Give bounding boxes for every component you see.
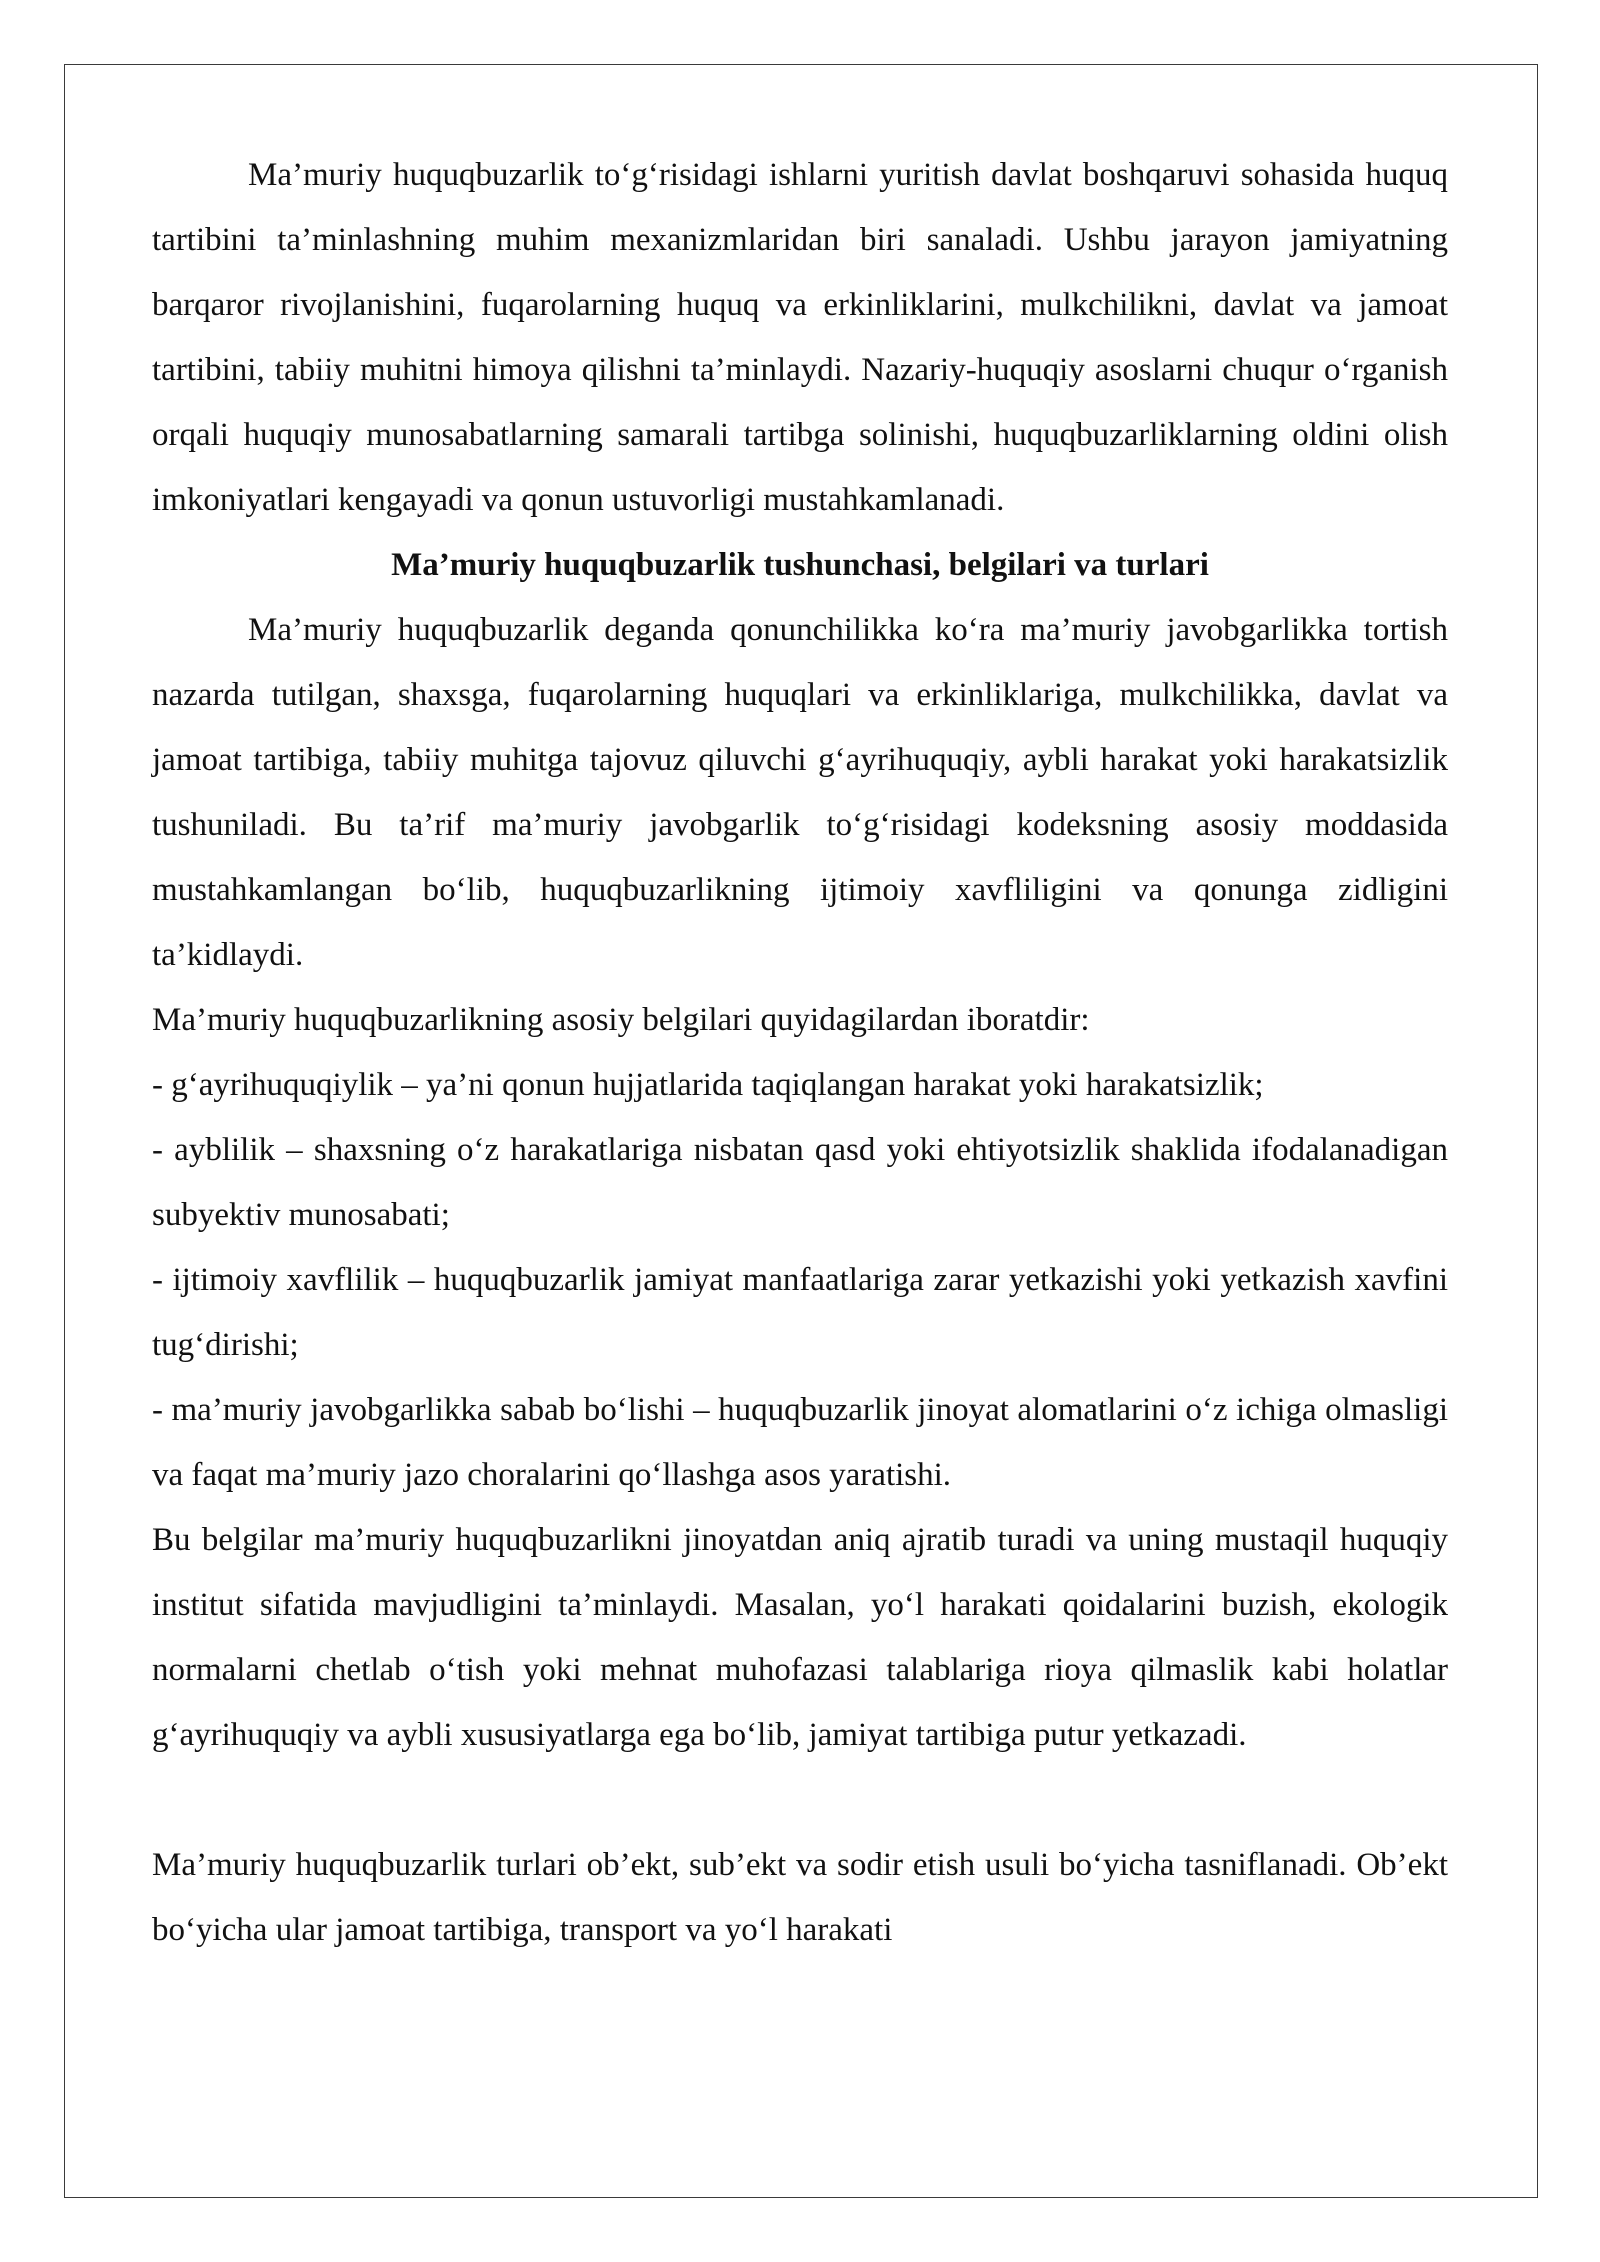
- feature-item-4: - ma’muriy javobgarlikka sabab bo‘lishi – huquqbuzarlik jinoyat alomatlarini o‘z ichiga olmasligi va faqat ma’muriy jazo choralarini qo‘llashga asos yaratishi.: [152, 1392, 1448, 1493]
- feature-item-1: - g‘ayrihuquqiylik – ya’ni qonun hujjatlarida taqiqlangan harakat yoki harakatsizlik;: [152, 1067, 1264, 1103]
- intro-paragraph: Ma’muriy huquqbuzarlik to‘g‘risidagi ishlarni yuritish davlat boshqaruvi sohasida huquq tartibini ta’minlashning muhim mexanizmlaridan biri sanaladi. Ushbu jarayon jamiyatning barqaror rivojlanishini, fuqarolarning huquq va erkinliklarini, mulkchilikni, davlat va jamoat tartibini, tabiiy muhitni himoya qilishni ta’minlaydi. Nazariy-huquqiy asoslarni chuqur o‘rganish orqali huquqiy munosabatlarning samarali tartibga solinishi, huquqbuzarliklarning oldini olish imkoniyatlari kengayadi va qonun ustuvorligi mustahkamlanadi.: [152, 157, 1448, 518]
- feature-item-2: - ayblilik – shaxsning o‘z harakatlariga nisbatan qasd yoki ehtiyotsizlik shaklida ifodalanadigan subyektiv munosabati;: [152, 1132, 1448, 1233]
- document-body: [152, 143, 1448, 1963]
- features-intro: Ma’muriy huquqbuzarlikning asosiy belgilari quyidagilardan iboratdir:: [152, 1002, 1090, 1038]
- types-paragraph: Ma’muriy huquqbuzarlik turlari ob’ekt, sub’ekt va sodir etish usuli bo‘yicha tasniflanadi. Ob’ekt bo‘yicha ular jamoat tartibiga, transport va yo‘l harakati: [152, 1847, 1448, 1948]
- definition-paragraph: Ma’muriy huquqbuzarlik deganda qonunchilikka ko‘ra ma’muriy javobgarlikka tortish nazarda tutilgan, shaxsga, fuqarolarning huquqlari va erkinliklariga, mulkchilikka, davlat va jamoat tartibiga, tabiiy muhitga tajovuz qiluvchi g‘ayrihuquqiy, aybli harakat yoki harakatsizlik tushuniladi. Bu ta’rif ma’muriy javobgarlik to‘g‘risidagi kodeksning asosiy moddasida mustahkamlangan bo‘lib, huquqbuzarlikning ijtimoiy xavfliligini va qonunga zidligini ta’kidlaydi.: [152, 612, 1448, 973]
- paragraph-spacer: [152, 1768, 1448, 1833]
- section-heading: Ma’muriy huquqbuzarlik tushunchasi, belgilari va turlari: [391, 547, 1209, 583]
- features-conclusion: Bu belgilar ma’muriy huquqbuzarlikni jinoyatdan aniq ajratib turadi va uning mustaqil huquqiy institut sifatida mavjudligini ta’minlaydi. Masalan, yo‘l harakati qoidalarini buzish, ekologik normalarni chetlab o‘tish yoki mehnat muhofazasi talablariga rioya qilmaslik kabi holatlar g‘ayrihuquqiy va aybli xususiyatlarga ega bo‘lib, jamiyat tartibiga putur yetkazadi.: [152, 1522, 1448, 1753]
- feature-item-3: - ijtimoiy xavflilik – huquqbuzarlik jamiyat manfaatlariga zarar yetkazishi yoki yetkazish xavfini tug‘dirishi;: [152, 1262, 1448, 1363]
